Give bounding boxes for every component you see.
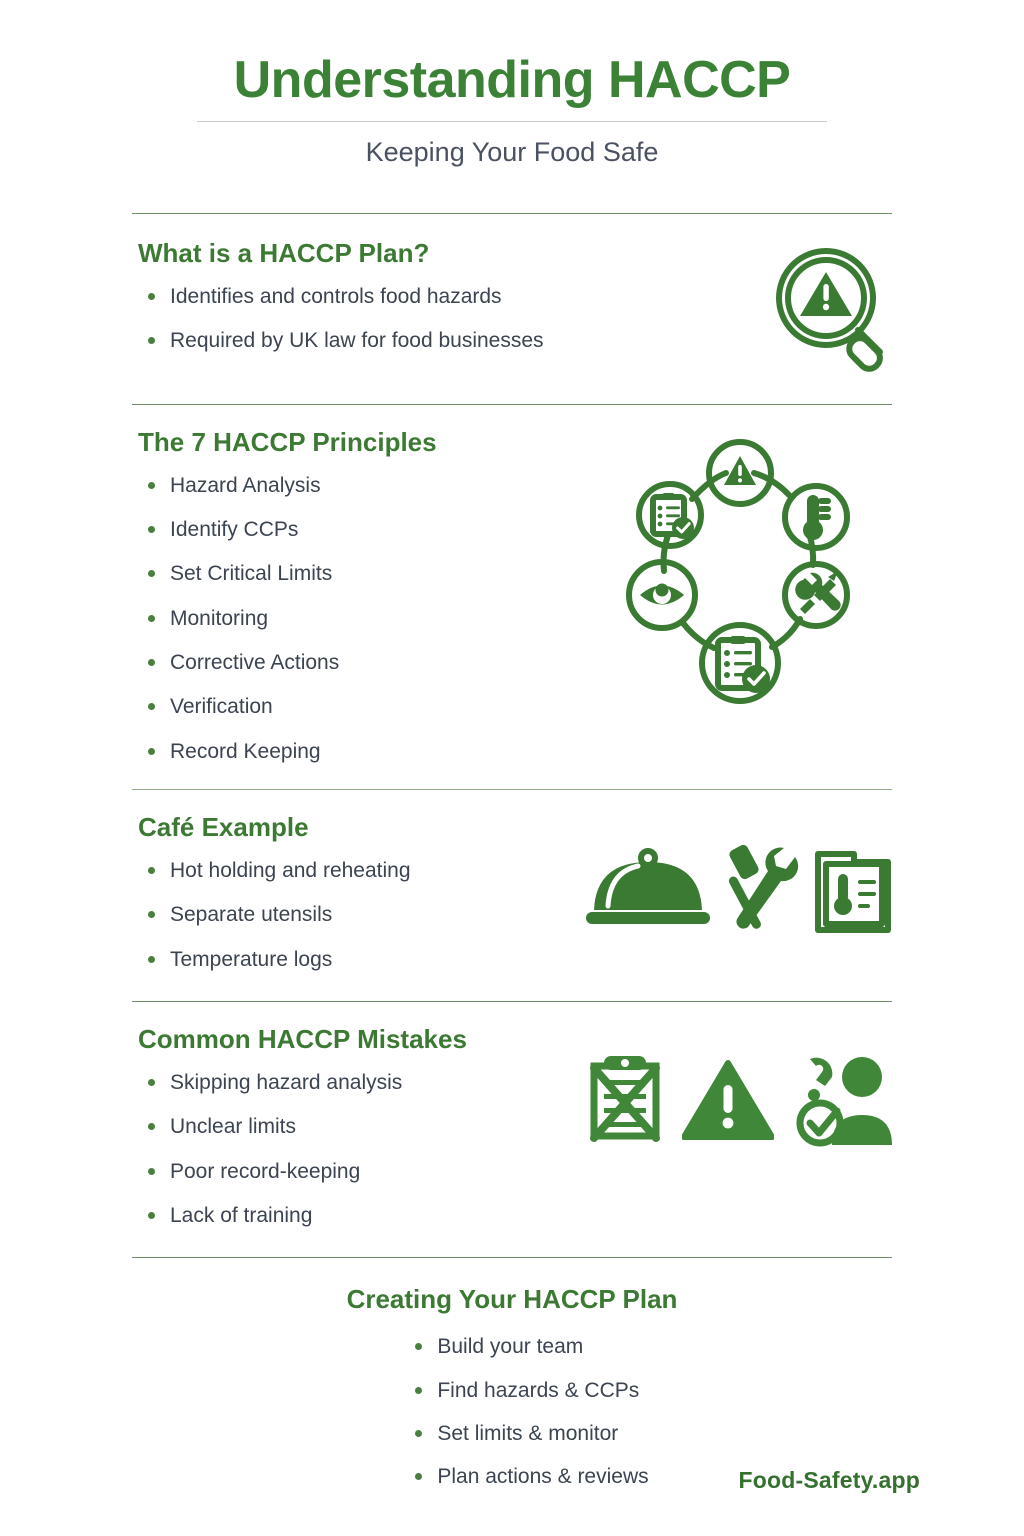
clipboard-check-icon <box>702 625 778 701</box>
section-text-block <box>138 427 437 765</box>
thermometer-icon <box>785 486 847 548</box>
list-item-label: Build your team <box>437 1335 584 1359</box>
warning-triangle-filled-icon <box>682 1059 774 1143</box>
list-item <box>405 1463 648 1490</box>
list-item <box>138 1158 467 1185</box>
list-item <box>138 472 437 499</box>
list-item-label: Temperature logs <box>170 947 333 971</box>
list-item-label: Skipping hazard analysis <box>170 1071 403 1095</box>
list-item-label: Set Critical Limits <box>170 562 333 586</box>
bullet-dot-icon <box>148 867 155 874</box>
bullet-list <box>138 857 411 973</box>
list-item <box>138 693 437 720</box>
temperature-log-icon <box>810 842 896 938</box>
section-what-is-haccp-plan <box>0 214 1024 378</box>
list-item <box>138 283 544 310</box>
section-heading: Creating Your HACCP Plan <box>346 1284 678 1315</box>
food-cloche-icon <box>584 844 712 936</box>
bullet-dot-icon <box>148 956 155 963</box>
clipboard-check-small-icon <box>639 484 701 546</box>
list-item-label: Plan actions & reviews <box>437 1465 649 1489</box>
bullet-dot-icon <box>415 1387 422 1394</box>
list-item <box>138 1113 467 1140</box>
list-item <box>405 1377 648 1404</box>
list-item <box>138 1202 467 1229</box>
list-item-label: Record Keeping <box>170 739 321 763</box>
list-item <box>138 738 437 765</box>
bullet-dot-icon <box>148 615 155 622</box>
list-item <box>405 1420 648 1447</box>
list-item-label: Find hazards & CCPs <box>437 1378 640 1402</box>
magnifier-warning-icon <box>768 242 904 378</box>
spatula-wrench-icon <box>718 842 804 938</box>
bullet-dot-icon <box>148 526 155 533</box>
bullet-dot-icon <box>148 703 155 710</box>
bullet-dot-icon <box>148 570 155 577</box>
bullet-dot-icon <box>148 482 155 489</box>
bullet-dot-icon <box>148 659 155 666</box>
bullet-dot-icon <box>148 748 155 755</box>
bullet-dot-icon <box>415 1473 422 1480</box>
section-text-block <box>138 812 411 973</box>
section-heading: Common HACCP Mistakes <box>138 1023 467 1054</box>
bullet-list <box>138 472 437 765</box>
bullet-dot-icon <box>148 1168 155 1175</box>
tools-icon <box>785 564 847 626</box>
bullet-dot-icon <box>148 1079 155 1086</box>
section-heading: The 7 HACCP Principles <box>138 426 437 457</box>
footer-brand: Food-Safety.app <box>738 1467 920 1493</box>
header <box>0 0 1024 169</box>
haccp-cycle-diagram <box>604 437 874 707</box>
bullet-dot-icon <box>148 911 155 918</box>
list-item <box>138 605 437 632</box>
list-item <box>138 560 437 587</box>
section-artwork <box>584 842 896 938</box>
section-artwork <box>586 1052 892 1150</box>
list-item-label: Poor record-keeping <box>170 1159 361 1183</box>
list-item <box>138 901 411 928</box>
list-item <box>405 1333 648 1360</box>
section-cafe-example <box>0 790 1024 973</box>
list-item-label: Identify CCPs <box>170 518 299 542</box>
section-artwork <box>768 242 904 378</box>
list-item-label: Verification <box>170 695 273 719</box>
list-item-label: Separate utensils <box>170 903 333 927</box>
bullet-list <box>138 283 544 355</box>
bullet-dot-icon <box>148 337 155 344</box>
list-item <box>138 857 411 884</box>
list-item-label: Hot holding and reheating <box>170 859 411 883</box>
section-heading: What is a HACCP Plan? <box>138 237 430 268</box>
list-item <box>138 1069 467 1096</box>
bullet-dot-icon <box>148 1212 155 1219</box>
bullet-list <box>405 1333 648 1506</box>
question-person-check-icon <box>792 1053 892 1149</box>
section-text-block <box>138 1024 467 1229</box>
title-divider <box>197 121 827 122</box>
bullet-dot-icon <box>415 1343 422 1350</box>
list-item <box>138 327 544 354</box>
bullet-list <box>138 1069 467 1229</box>
list-item-label: Corrective Actions <box>170 650 340 674</box>
list-item-label: Hazard Analysis <box>170 473 321 497</box>
section-common-haccp-mistakes <box>0 1002 1024 1229</box>
page-title: Understanding HACCP <box>233 51 791 109</box>
list-item <box>138 516 437 543</box>
list-item-label: Unclear limits <box>170 1115 297 1139</box>
section-7-haccp-principles <box>0 405 1024 765</box>
list-item-label: Set limits & monitor <box>437 1422 619 1446</box>
bullet-dot-icon <box>415 1430 422 1437</box>
section-heading: Café Example <box>138 811 309 842</box>
page-subtitle: Keeping Your Food Safe <box>365 137 659 168</box>
section-text-block <box>138 238 544 355</box>
list-item-label: Monitoring <box>170 606 269 630</box>
list-item <box>138 946 411 973</box>
section-artwork <box>604 437 874 707</box>
clipboard-crossed-out-icon <box>586 1052 664 1150</box>
bullet-dot-icon <box>148 293 155 300</box>
list-item-label: Identifies and controls food hazards <box>170 284 502 308</box>
list-item-label: Lack of training <box>170 1204 313 1227</box>
list-item <box>138 649 437 676</box>
list-item-label: Required by UK law for food businesses <box>170 329 544 353</box>
bullet-dot-icon <box>148 1123 155 1130</box>
